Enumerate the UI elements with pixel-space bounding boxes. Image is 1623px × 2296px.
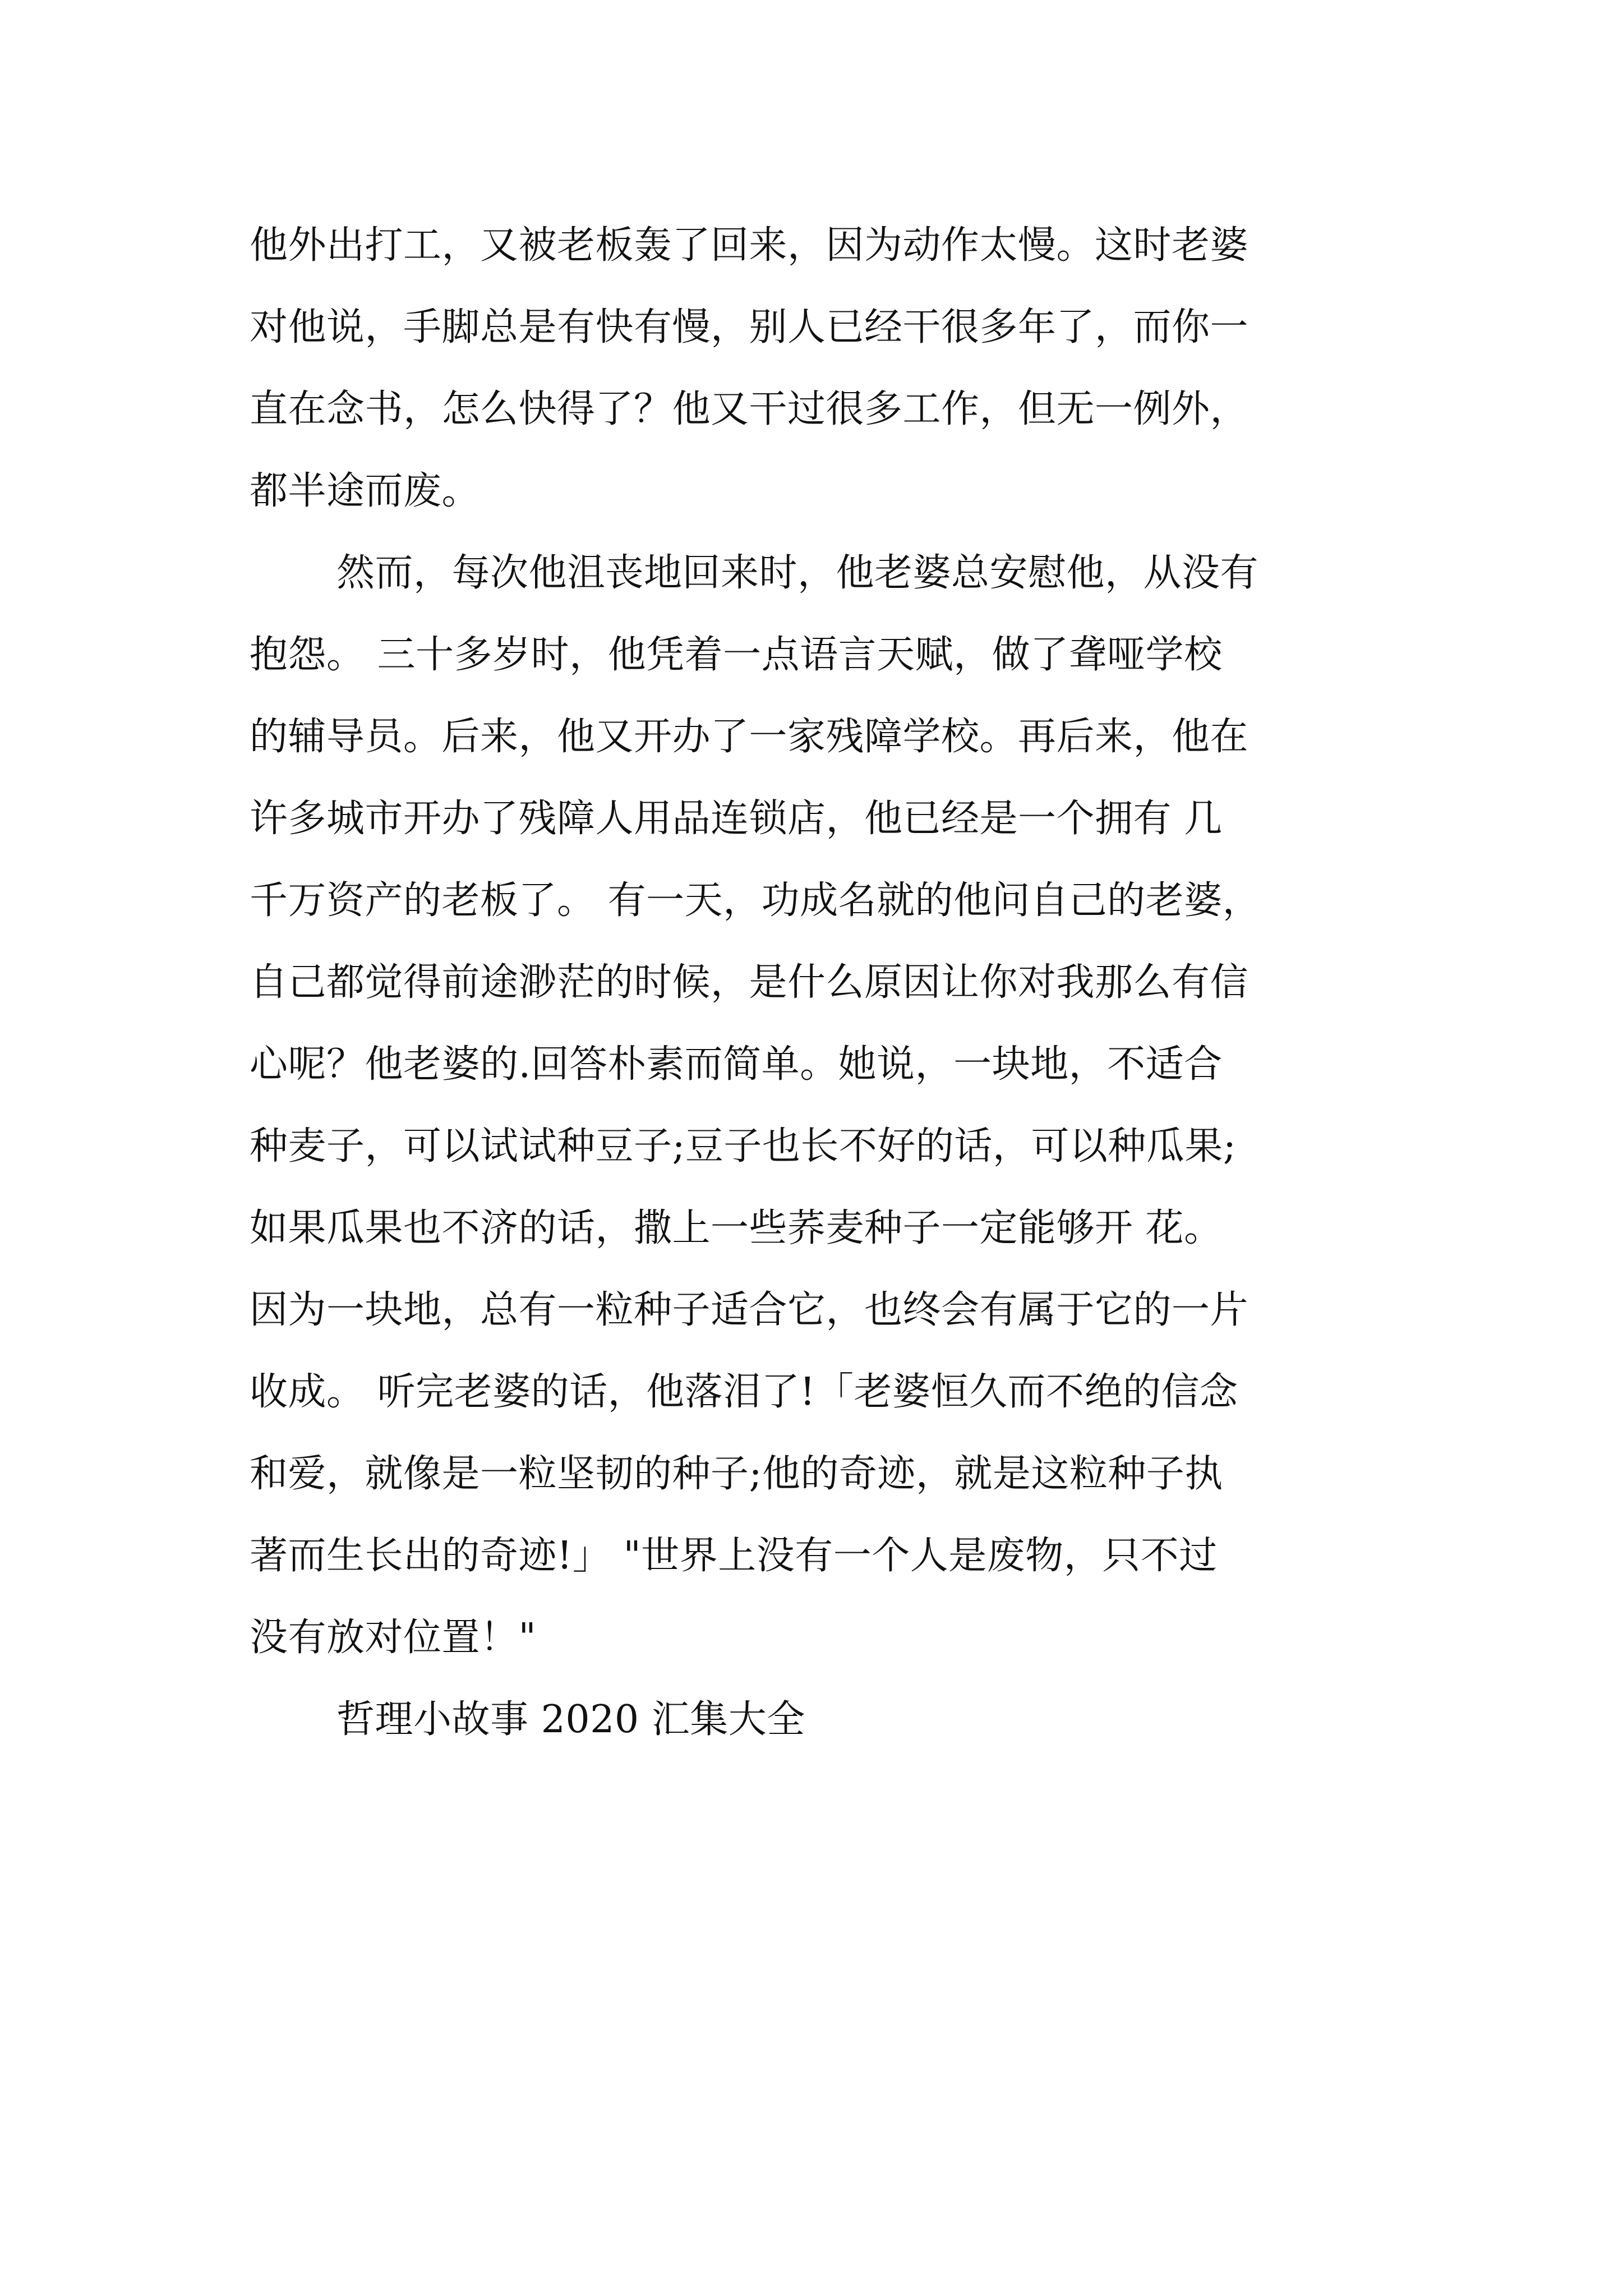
text-line: 没有放对位置！" xyxy=(250,1616,537,1660)
text-line: 直在念书，怎么快得了？他又干过很多工作，但无一例外， xyxy=(250,387,1249,431)
text-line: 如果瓜果也不济的话，撒上一些荞麦种子一定能够开 花。 xyxy=(250,1206,1223,1250)
text-line: 许多城市开办了残障人用品连锁店，他已经是一个拥有 几 xyxy=(250,797,1223,841)
text-line: 种麦子，可以试试种豆子;豆子也长不好的话，可以种瓜果; xyxy=(250,1124,1237,1168)
text-line: 他外出打工，又被老板轰了回来，因为动作太慢。这时老婆 xyxy=(250,223,1249,268)
text-line: 千万资产的老板了。 有一天，功成名就的他问自己的老婆， xyxy=(250,878,1261,923)
text-line: 著而生长出的奇迹!」 "世界上没有一个人是废物，只不过 xyxy=(250,1534,1218,1578)
text-line: 因为一块地，总有一粒种子适合它，也终会有属于它的一片 xyxy=(250,1288,1249,1332)
text-line: 然而，每次他沮丧地回来时，他老婆总安慰他，从没有 xyxy=(336,551,1259,595)
text-line: 心呢？他老婆的.回答朴素而简单。她说，一块地，不适合 xyxy=(250,1042,1223,1087)
text-line: 收成。 听完老婆的话，他落泪了!「老婆恒久而不绝的信念 xyxy=(250,1370,1238,1414)
text-line: 抱怨。 三十多岁时，他凭着一点语言天赋，做了聋哑学校 xyxy=(250,633,1223,677)
text-line: 的辅导员。后来，他又开办了一家残障学校。再后来，他在 xyxy=(250,715,1249,759)
section-heading: 哲理小故事 2020 汇集大全 xyxy=(336,1697,805,1742)
document-body xyxy=(250,205,1377,1761)
text-line: 和爱，就像是一粒坚韧的种子;他的奇迹，就是这粒种子执 xyxy=(250,1452,1223,1496)
text-line: 对他说，手脚总是有快有慢，别人已经干很多年了，而你一 xyxy=(250,305,1249,349)
text-line: 都半途而废。 xyxy=(250,469,481,513)
text-line: 自己都觉得前途渺茫的时候，是什么原因让你对我那么有信 xyxy=(250,960,1249,1005)
